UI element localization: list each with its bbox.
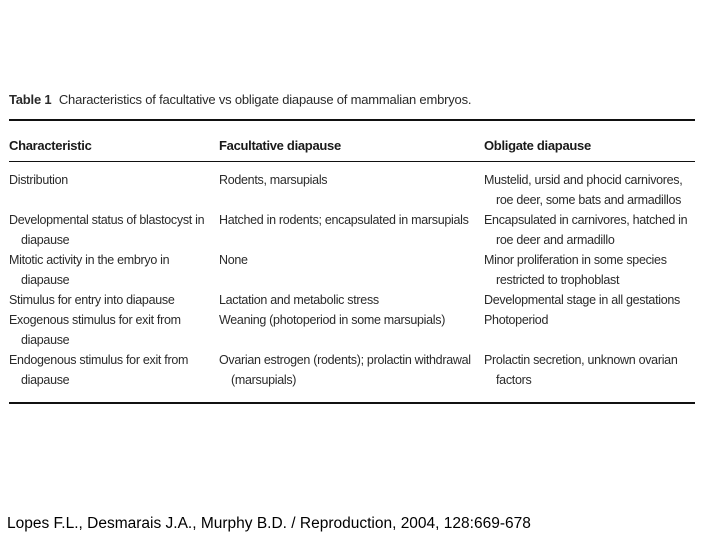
table-bottom-rule	[9, 402, 695, 404]
diapause-table-block	[9, 92, 695, 404]
table-row	[9, 350, 695, 402]
row-facultative: None	[219, 253, 248, 267]
row-obligate: Mustelid, ursid and phocid carnivores, roe deer, some bats and armadillos	[484, 173, 683, 207]
row-characteristic: Mitotic activity in the embryo in diapause	[9, 253, 170, 287]
row-obligate: Developmental stage in all gestations	[484, 293, 680, 307]
row-obligate: Encapsulated in carnivores, hatched in roe deer and armadillo	[484, 213, 688, 247]
diapause-table	[9, 121, 695, 402]
row-facultative: Rodents, marsupials	[219, 173, 328, 187]
citation: Lopes F.L., Desmarais J.A., Murphy B.D. / Reproduction, 2004, 128:669-678	[7, 515, 531, 532]
row-obligate: Minor proliferation in some species restricted to trophoblast	[484, 253, 667, 287]
table-label: Table 1	[9, 92, 52, 107]
row-facultative: Lactation and metabolic stress	[219, 293, 379, 307]
row-characteristic: Exogenous stimulus for exit from diapause	[9, 313, 181, 347]
row-obligate: Photoperiod	[484, 313, 549, 327]
row-characteristic: Stimulus for entry into diapause	[9, 293, 175, 307]
header-facultative: Facultative diapause	[219, 138, 341, 153]
row-characteristic: Distribution	[9, 173, 68, 187]
table-row	[9, 310, 695, 350]
row-facultative: Hatched in rodents; encapsulated in marsupials	[219, 213, 469, 227]
table-row	[9, 210, 695, 250]
header-characteristic: Characteristic	[9, 138, 92, 153]
row-facultative: Weaning (photoperiod in some marsupials)	[219, 313, 446, 327]
header-obligate: Obligate diapause	[484, 138, 591, 153]
table-row	[9, 250, 695, 290]
row-characteristic: Endogenous stimulus for exit from diapause	[9, 353, 189, 387]
row-characteristic: Developmental status of blastocyst in diapause	[9, 213, 205, 247]
table-caption	[9, 92, 695, 107]
table-caption-text: Characteristics of facultative vs obligate diapause of mammalian embryos.	[58, 92, 472, 107]
table-row	[9, 290, 695, 310]
row-facultative: Ovarian estrogen (rodents); prolactin withdrawal (marsupials)	[219, 353, 471, 387]
table-row	[9, 162, 695, 211]
row-obligate: Prolactin secretion, unknown ovarian factors	[484, 353, 678, 387]
table-header-row	[9, 121, 695, 162]
